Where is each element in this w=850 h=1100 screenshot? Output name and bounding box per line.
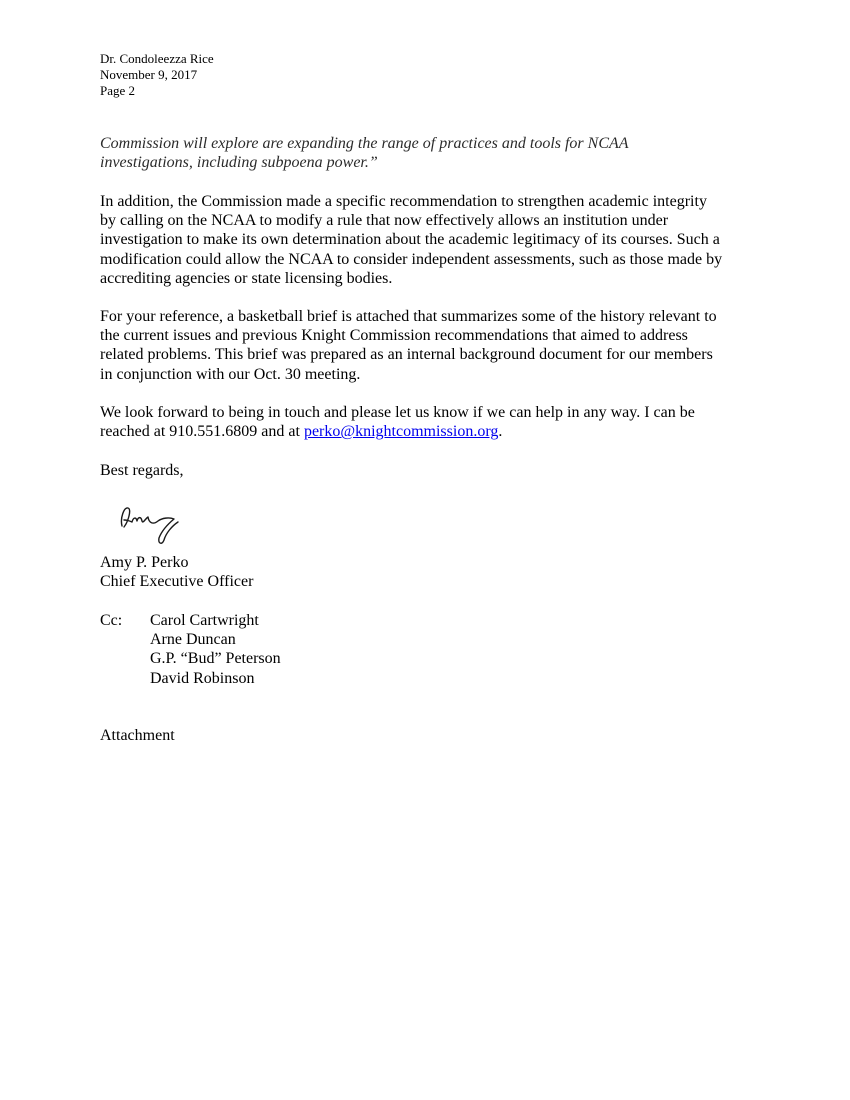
- paragraph-line: by calling on the NCAA to modify a rule that now effectively allows an institution under: [100, 212, 669, 230]
- email-link[interactable]: perko@knightcommission.org: [303, 423, 499, 441]
- paragraph-line: For your reference, a basketball brief is attached that summarizes some of the history relevant to: [100, 308, 717, 325]
- letter-header: [100, 51, 214, 99]
- signer-block: [100, 553, 253, 591]
- cc-name: Arne Duncan: [150, 631, 236, 649]
- attachment-label: Attachment: [100, 727, 175, 744]
- paragraph-line: modification could allow the NCAA to consider independent assessments, such as those made by: [100, 250, 723, 268]
- quote-line: investigations, including subpoena power.”: [100, 154, 378, 172]
- paragraph-line: We look forward to being in touch and please let us know if we can help in any way. I can be: [100, 404, 695, 421]
- paragraph-academic-integrity: [100, 192, 755, 288]
- paragraph-line: related problems. This brief was prepared as an internal background document for our members: [100, 346, 713, 364]
- cc-name: G.P. “Bud” Peterson: [150, 650, 281, 668]
- closing-salutation: Best regards,: [100, 462, 184, 479]
- cc-name: Carol Cartwright: [150, 612, 259, 629]
- signer-name: Amy P. Perko: [100, 554, 189, 571]
- quote-line: Commission will explore are expanding the range of practices and tools for NCAA: [100, 135, 629, 152]
- header-page-number: Page 2: [100, 83, 136, 98]
- handwritten-signature: [112, 500, 190, 550]
- header-recipient: Dr. Condoleezza Rice: [100, 51, 214, 66]
- paragraph-line: accrediting agencies or state licensing bodies.: [100, 269, 393, 287]
- paragraph-line: the current issues and previous Knight Commission recommendations that aimed to address: [100, 327, 688, 345]
- paragraph-contact: [100, 403, 755, 441]
- header-date: November 9, 2017: [100, 67, 198, 82]
- quote-paragraph: [100, 134, 755, 172]
- cc-name: David Robinson: [150, 669, 255, 687]
- paragraph-line: in conjunction with our Oct. 30 meeting.: [100, 365, 361, 383]
- paragraph-line: investigation to make its own determination about the academic legitimacy of its courses. Such a: [100, 231, 720, 249]
- paragraph-line: [100, 422, 755, 441]
- cc-list: [150, 611, 281, 688]
- paragraph-line: In addition, the Commission made a specific recommendation to strengthen academic integrity: [100, 193, 707, 210]
- cc-label: Cc:: [100, 612, 123, 629]
- signer-title: Chief Executive Officer: [100, 573, 254, 590]
- contact-period: .: [498, 423, 503, 441]
- paragraph-basketball-brief: [100, 307, 755, 384]
- contact-phone-text: reached at 910.551.6809 and at: [100, 423, 304, 441]
